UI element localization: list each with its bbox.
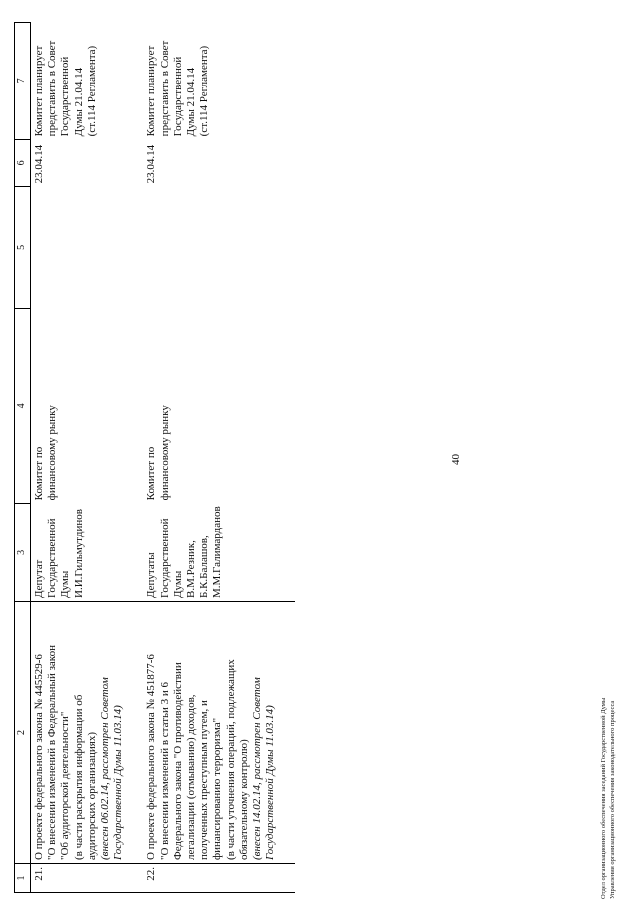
bill-note-line: (внесен 06.02.14, рассмотрен Советом: [99, 677, 112, 860]
initiator: [31, 503, 144, 601]
column-5-cell: [143, 186, 295, 308]
bill-title-line: Федерального закона "О противодействии: [171, 662, 184, 860]
action-line: Думы 21.04.14: [185, 67, 198, 137]
committee-line: финансовому рынку: [158, 405, 171, 501]
action-line: (ст.114 Регламента): [85, 45, 98, 137]
column-header: 1: [15, 864, 31, 893]
action-line: Думы 21.04.14: [72, 67, 85, 137]
column-header: 5: [15, 186, 31, 308]
committee-line: финансовому рынку: [46, 405, 59, 501]
bill-title-line: О проекте федерального закона № 445529-6: [33, 654, 45, 860]
initiator-line: Думы: [171, 570, 184, 598]
column-header: 2: [15, 602, 31, 864]
bill-note-line: (внесен 14.02.14, рассмотрен Советом: [251, 677, 264, 860]
bill-title-line: "О внесении изменений в статьи 3 и 6: [158, 681, 171, 860]
bill-note-line: Государственной Думы 11.03.14): [112, 705, 125, 860]
footer: [599, 698, 617, 899]
bill-title-line: О проекте федерального закона № 451877-6: [145, 654, 158, 860]
committee: [31, 308, 144, 503]
date-cell: 23.04.14: [33, 144, 45, 184]
row-number: 21.: [31, 864, 144, 893]
column-header: 6: [15, 139, 31, 186]
action-line: (ст.114 Регламента): [198, 45, 211, 137]
table-row: [31, 22, 144, 892]
initiator-line: Депутат: [33, 559, 45, 598]
action-line: Комитет планирует: [33, 45, 45, 137]
initiator-line: Государственной: [158, 518, 171, 598]
bill-title-line: (в части уточнения операций, подлежащих: [224, 659, 237, 860]
initiator-line: И.И.Гильмутдинов: [72, 509, 85, 598]
footer-line: Управления организационного обеспечения законодательного процесса: [609, 700, 616, 899]
bill-note-line: Государственной Думы 11.03.14): [264, 705, 277, 860]
table-row: [143, 22, 295, 892]
action-line: Государственной: [171, 56, 184, 137]
column-header: 4: [15, 308, 31, 503]
bill-title-line: "Об аудиторской деятельности": [59, 711, 72, 860]
bills-table: [14, 22, 295, 893]
date-cell: 23.04.14: [145, 144, 158, 184]
column-5-cell: [31, 186, 144, 308]
initiator-line: Думы: [59, 570, 72, 598]
action-line: представить в Совет: [158, 40, 171, 137]
initiator-line: М.М.Галимарданов: [211, 506, 224, 598]
bill-title-line: легализации (отмыванию) доходов,: [185, 694, 198, 860]
action-cell: [143, 22, 295, 139]
column-header: 3: [15, 503, 31, 601]
initiator: [143, 503, 295, 601]
action-line: Комитет планирует: [145, 45, 158, 137]
initiator-line: Государственной: [46, 518, 59, 598]
bill-title-line: финансированию терроризма": [211, 717, 224, 860]
bill-title-line: полученных преступным путем, и: [198, 700, 211, 860]
committee-line: Комитет по: [33, 446, 45, 501]
action-line: представить в Совет: [46, 40, 59, 137]
bill-title-line: аудиторских организациях): [85, 731, 98, 860]
column-header: 7: [15, 22, 31, 139]
footer-line: Отдел организационного обеспечения заседаний Государственной Думы: [600, 697, 607, 899]
action-line: Государственной: [59, 56, 72, 137]
initiator-line: Депутаты: [145, 552, 158, 598]
committee-line: Комитет по: [145, 446, 158, 501]
column-number-row: [15, 22, 31, 892]
bill-title-line: (в части раскрытия информации об: [72, 694, 85, 860]
page-number: 40: [450, 454, 462, 465]
bill-title-line: обязательному контролю): [237, 739, 250, 860]
row-number: 22.: [143, 864, 295, 893]
bill-title-line: "О внесении изменений в Федеральный закон: [46, 645, 59, 860]
initiator-line: В.М.Резник,: [185, 540, 198, 598]
bill-description: [143, 602, 295, 864]
bill-description: [31, 602, 144, 864]
initiator-line: Б.К.Балашов,: [198, 535, 211, 598]
committee: [143, 308, 295, 503]
action-cell: [31, 22, 144, 139]
